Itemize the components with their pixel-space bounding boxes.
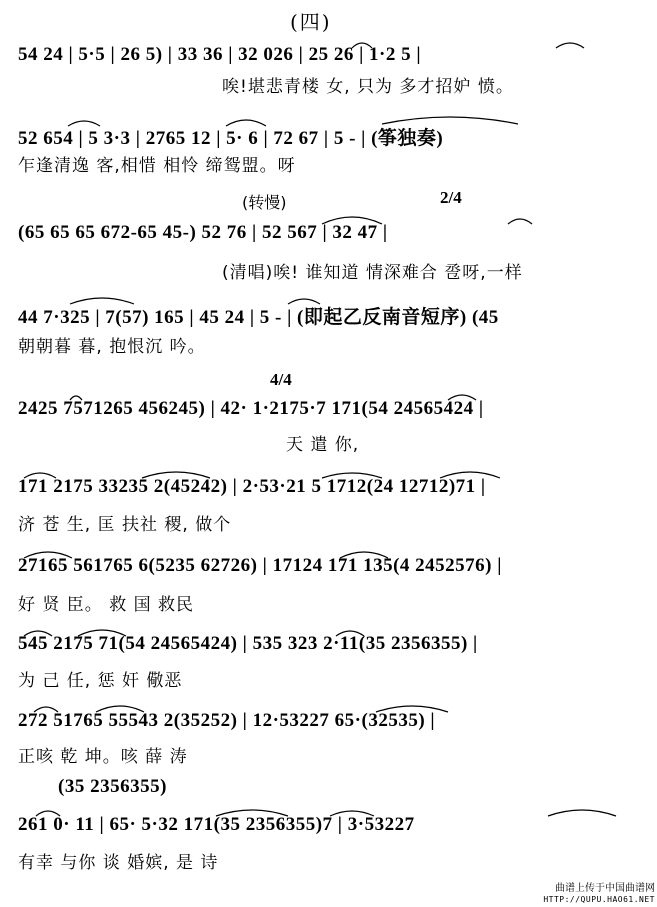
score-notes-line-5: 2425 7571265 456245) | 42· 1·2175·7 171(54 24565424 |	[18, 398, 484, 419]
watermark-line-1: 曲谱上传于中国曲谱网	[555, 883, 655, 894]
score-notes-line-9: 272 51765 55543 2(35252) | 12·53227 65·(32535) |	[18, 710, 436, 731]
lyrics-line-8: 为 己 任, 惩 奸 儆恶	[18, 671, 183, 691]
lyrics-line-5: 天 遣 你,	[286, 435, 360, 455]
score-notes-line-6: 171 2175 33235 2(45242) | 2·53·21 5 1712(24 12712)71 |	[18, 476, 486, 497]
lyrics-line-2: 乍逢清逸 客,相惜 相怜 缔鸳盟。呀	[18, 156, 296, 176]
score-notes-line-10: 261 0· 11 | 65· 5·32 171(35 2356355)7 | 3·53227	[18, 814, 415, 835]
score-notes-line-7: 27165 561765 6(5235 62726) | 17124 171 135(4 2452576) |	[18, 555, 502, 576]
lyrics-line-4: 朝朝暮 暮, 抱恨沉 吟。	[18, 337, 206, 357]
lyrics-line-1: 唉!堪悲青楼 女, 只为 多才招妒 愤。	[222, 77, 514, 97]
score-notes-line-8: 545 2175 71(54 24565424) | 535 323 2·11(35 2356355) |	[18, 633, 478, 654]
meter-marking-4-4: 4/4	[270, 370, 292, 389]
section-title: (四)	[290, 10, 332, 34]
watermark-url[interactable]: HTTP://QUPU.HAO61.NET	[543, 895, 655, 904]
score-prefix-notes: (35 2356355)	[58, 776, 167, 797]
lyrics-line-3: (清唱)唉! 谁知道 情深难合 卺呀,一样	[222, 263, 523, 283]
lyrics-line-6: 济 苍 生, 匡 扶社 稷, 做个	[18, 515, 232, 535]
score-notes-line-3: (65 65 65 672-65 45-) 52 76 | 52 567 | 32 47 |	[18, 222, 388, 243]
lyrics-line-9: 正咳 乾 坤。咳 薛 涛	[18, 747, 188, 767]
score-notes-line-4: 44 7·325 | 7(57) 165 | 45 24 | 5 - | (即起乙反南音短序) (45	[18, 307, 499, 328]
lyrics-line-10: 有幸 与你 谈 婚嫔, 是 诗	[18, 853, 219, 873]
lyrics-line-7: 好 贤 臣。 救 国 救民	[18, 595, 195, 615]
tempo-marking: (转慢)	[242, 193, 287, 212]
meter-marking-2-4: 2/4	[440, 188, 462, 207]
score-notes-line-2: 52 654 | 5 3·3 | 2765 12 | 5· 6 | 72 67 | 5 - | (筝独奏)	[18, 128, 444, 149]
watermark-footer	[525, 883, 655, 905]
score-notes-line-1: 54 24 | 5·5 | 26 5) | 33 36 | 32 026 | 25 26 | 1·2 5 |	[18, 44, 422, 65]
